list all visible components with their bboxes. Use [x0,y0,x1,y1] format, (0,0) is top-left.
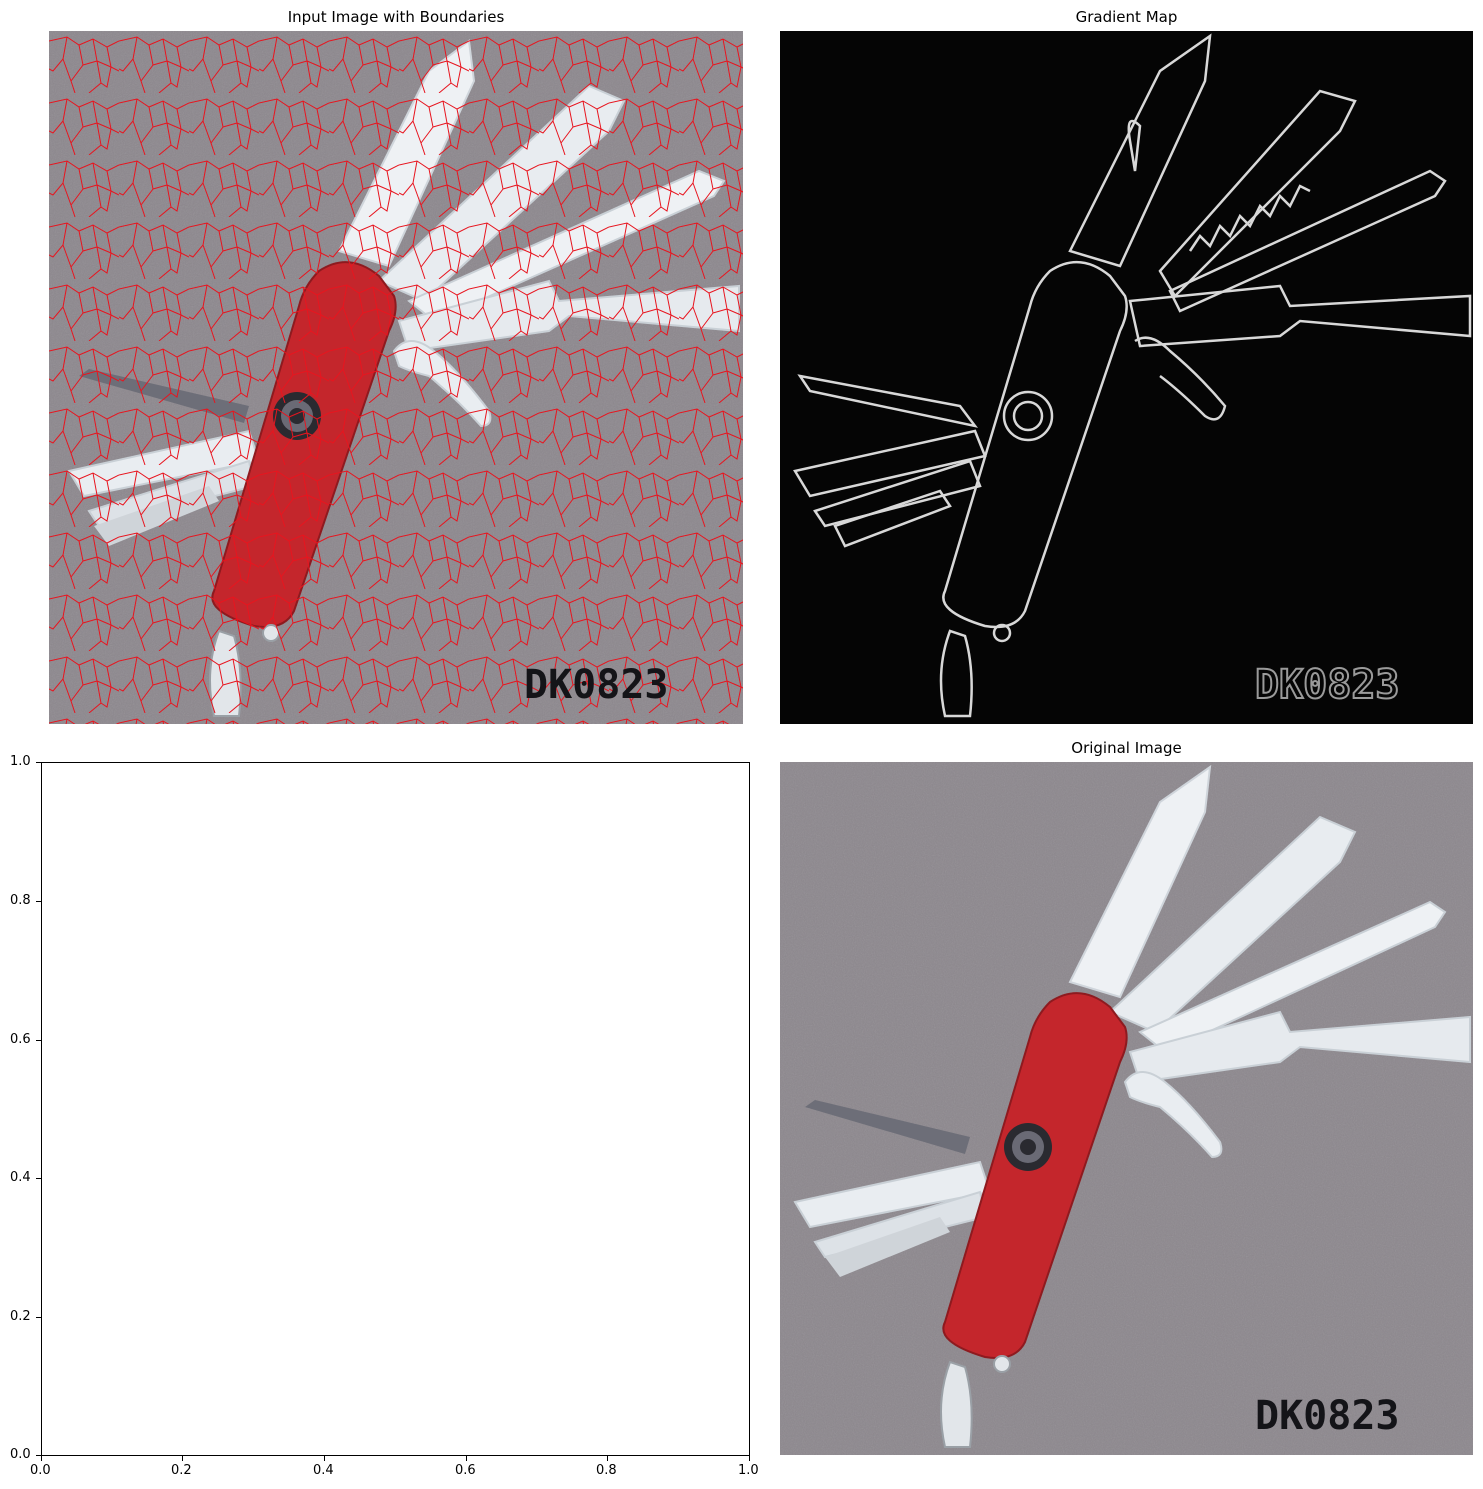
boundaries-image [49,31,743,724]
y-tick-label: 0.4 [10,1170,31,1185]
x-tick-label: 0.8 [596,1463,617,1478]
x-tick-label: 0.6 [455,1463,476,1478]
gradient-bg [780,31,1473,724]
original-image-panel [780,762,1473,1455]
gradient-watermark-text: DK0823 [1255,662,1400,708]
y-tick-label: 1.0 [10,754,31,769]
y-tick [36,762,41,763]
x-tick-label: 1.0 [738,1463,759,1478]
panel-title-original: Original Image [1071,739,1182,757]
y-tick-label: 0.0 [10,1447,31,1462]
x-tick [324,1456,325,1461]
y-tick [36,1455,41,1456]
y-tick [36,1178,41,1179]
x-tick-label: 0.0 [30,1463,51,1478]
original-watermark-text: DK0823 [1255,1393,1400,1439]
x-tick-label: 0.2 [171,1463,192,1478]
y-tick [36,1317,41,1318]
x-tick [466,1456,467,1461]
original-image [780,762,1473,1455]
panel-title-gradient: Gradient Map [1075,8,1178,26]
x-tick [607,1456,608,1461]
superpixel-boundaries [49,31,743,724]
empty-axes [41,762,750,1456]
gradient-image [780,31,1473,724]
y-tick-label: 0.8 [10,893,31,908]
y-tick [36,901,41,902]
gradient-image-panel [780,31,1473,724]
x-tick-label: 0.4 [313,1463,334,1478]
y-tick-label: 0.6 [10,1032,31,1047]
panel-title-boundaries: Input Image with Boundaries [287,8,505,26]
watermark-text: DK0823 [524,662,669,708]
x-tick [41,1456,42,1461]
x-tick [749,1456,750,1461]
y-tick-label: 0.2 [10,1309,31,1324]
x-tick [182,1456,183,1461]
y-tick [36,1040,41,1041]
boundaries-image-panel [49,31,743,724]
